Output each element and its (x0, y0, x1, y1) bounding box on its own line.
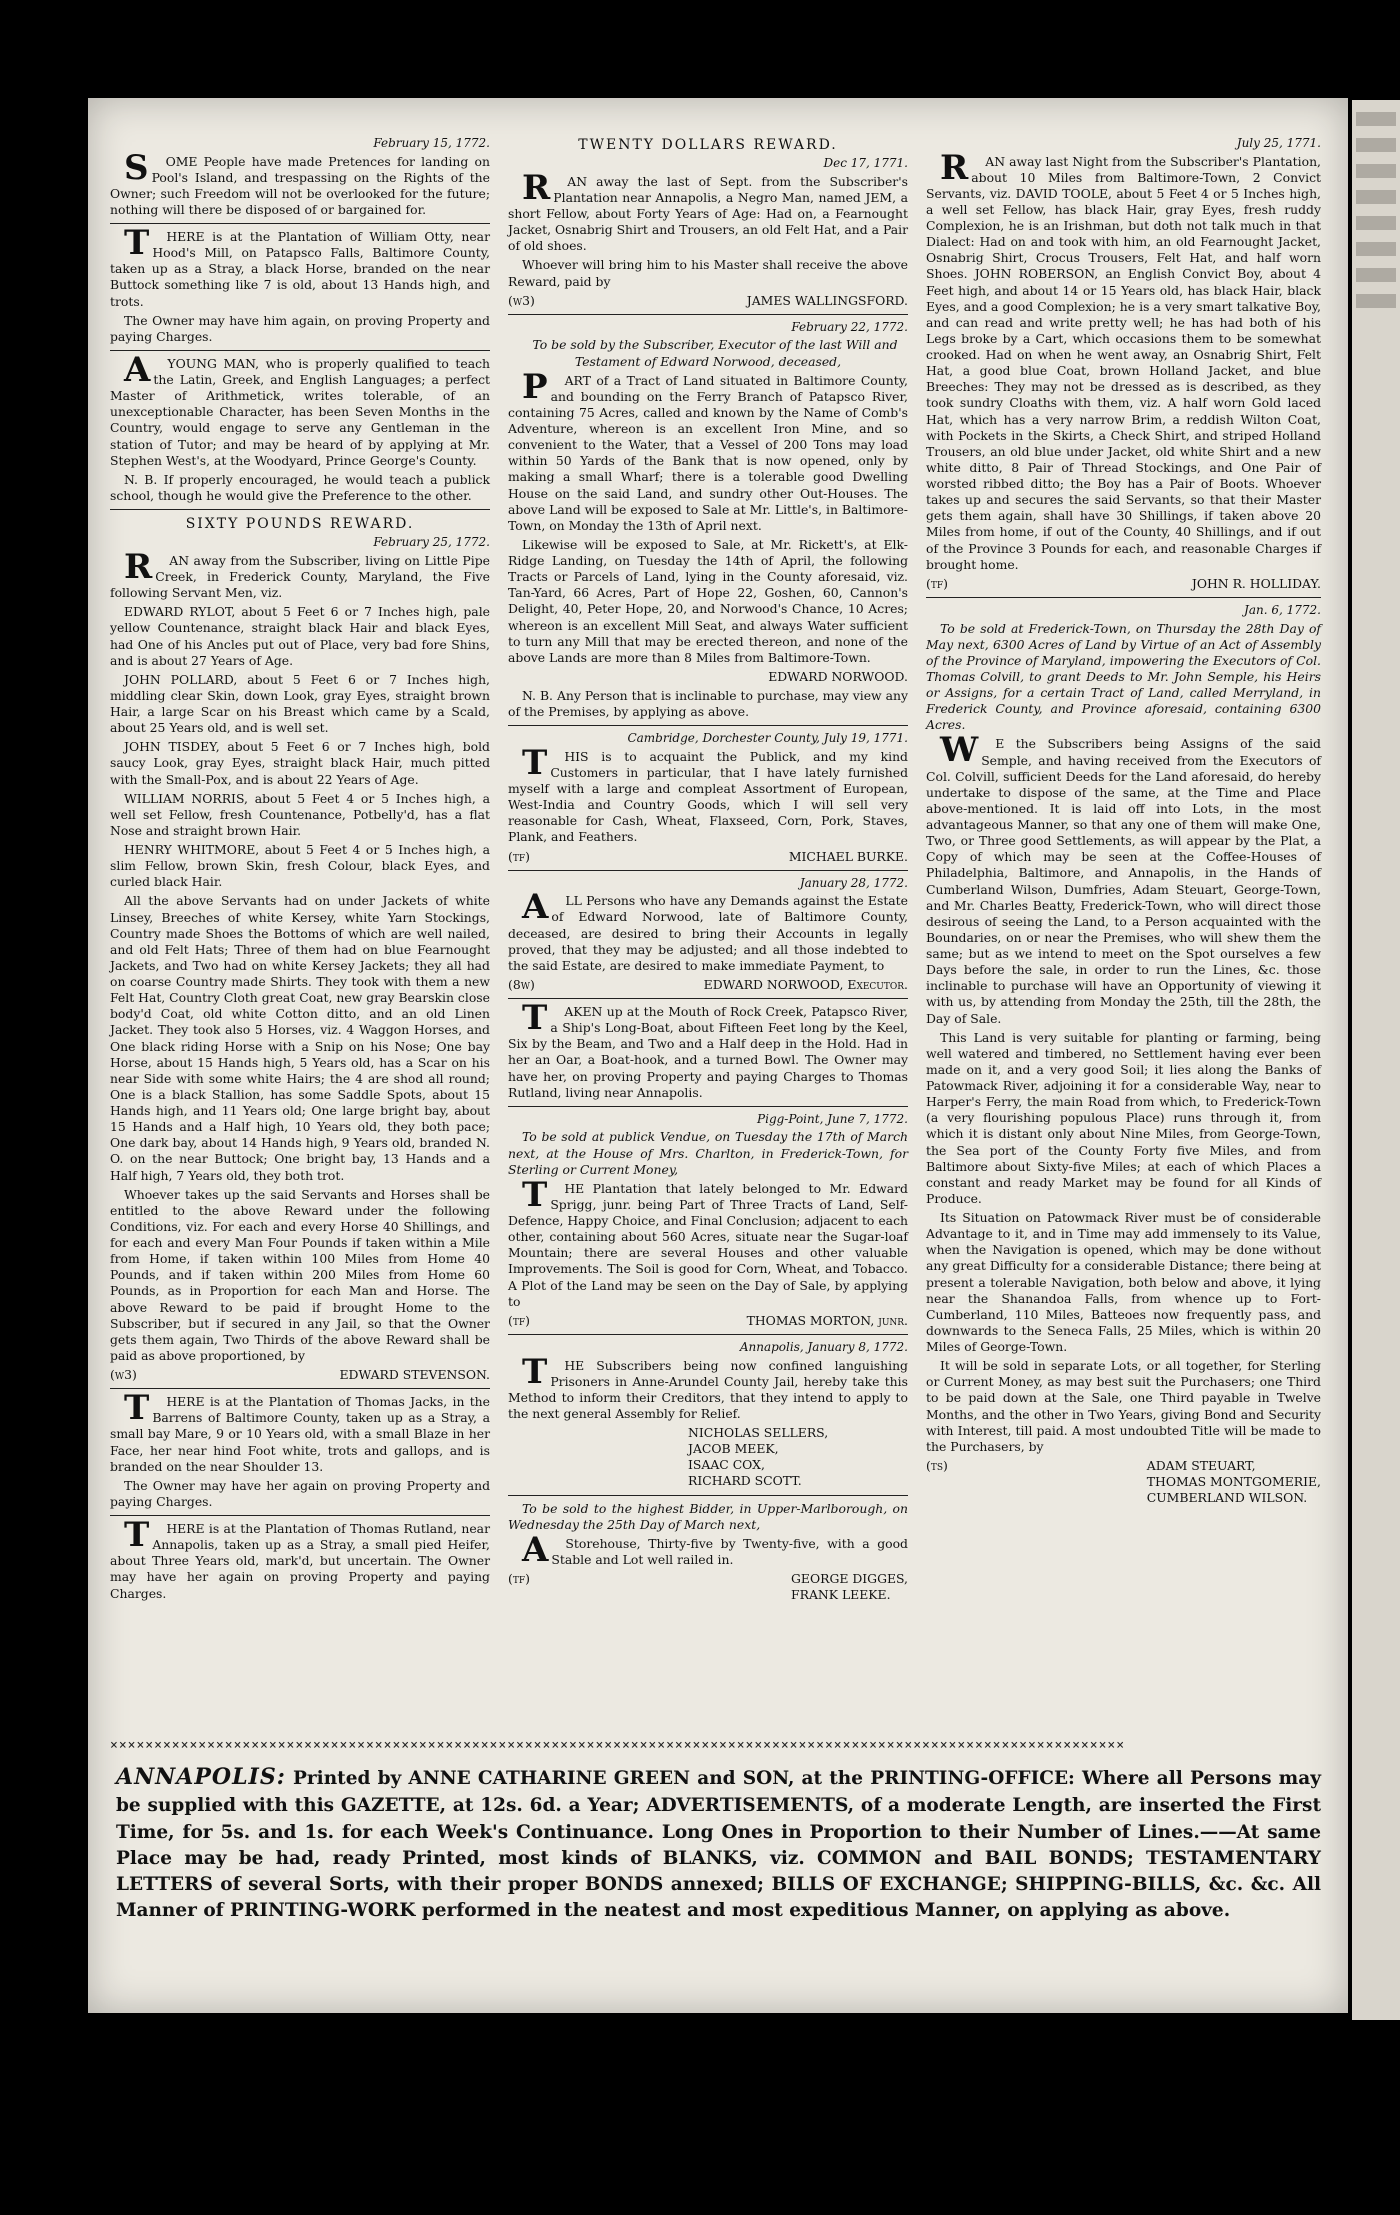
signer-list (791, 1571, 908, 1603)
dateline: Annapolis, January 8, 1772. (739, 1339, 908, 1354)
divider-rule (110, 223, 490, 224)
ad-note: N. B. If properly encouraged, he would teach a publick school, though he would give the Preference to the other. (110, 471, 490, 503)
column-middle (508, 136, 908, 1606)
ad-text: AYOUNG MAN, who is properly qualified to teach the Latin, Greek, and English Languages; a perfect Master of Arithmetick, writes tolerable, of an unexceptionable Character, has been Seven Months in the Country, would engage to serve any Gentleman in the station of Tutor; and may be heard of by applying at Mr. Stephen West's, at the Woodyard, Prince George's County. (110, 349, 490, 468)
dateline: Cambridge, Dorchester County, July 19, 1771. (627, 731, 908, 746)
column-left (110, 136, 490, 1605)
ad-text: It will be sold in separate Lots, or all together, for Sterling or Current Money, as may best suit the Purchasers; one Third to be paid down at the Sale, one Third payable in Twelve Months, and the other in Two Years, giving Bond and Security with Interest, till paid. A most undoubted Title will be made to the Purchasers, by (926, 1358, 1321, 1454)
ad-title: To be sold to the highest Bidder, in Upper-Marlborough, on Wednesday the 25th Day of March next, (508, 1500, 908, 1532)
dateline: February 22, 1772. (791, 319, 908, 334)
ad-text: This Land is very suitable for planting or farming, being well watered and timbered, no Settlement having ever been made on it, and a very good Soil; it lies along the Banks of Patowmack River, adjoining it for a considerable Way, near to Harper's Ferry, the main Road from which, to Frederick-Town (a very flourishing populous Place) runs through it, from which it is distant only about Nine Miles, from George-Town, the Sea port of the County Forty five Miles, and from Baltimore about Sixty-five Miles; at each of which Places a constant and ready Market may be found for all Kinds of Produce. (926, 1029, 1321, 1206)
ad-text: AStorehouse, Thirty-five by Twenty-five, with a good Stable and Lot well railed in. (522, 1529, 908, 1570)
signature-row (926, 576, 1321, 592)
signer-name: GEORGE DIGGES, (791, 1571, 908, 1586)
ad-text: THIS is to acquaint the Publick, and my kind Customers in particular, that I have lately furnished myself with a large and compleat Assortment of European, West-India and Country Goods, which I will sell very reasonable for Cash, Wheat, Flaxseed, Corn, Pork, Staves, Plank, and Feathers. (508, 742, 908, 845)
ad-tag: (tf) (508, 848, 530, 864)
ad-text: WILLIAM NORRIS, about 5 Feet 4 or 5 Inches high, a well set Fellow, fresh Countenance, Potbelly'd, has a flat Nose and straight brown Hair. (110, 790, 490, 838)
divider-rule (508, 998, 908, 999)
fragment-line (1356, 242, 1396, 256)
divider-rule (508, 1106, 908, 1107)
ad-text: TAKEN up at the Mouth of Rock Creek, Patapsco River, a Ship's Long-Boat, about Fifteen Feet long by the Keel, Six by the Beam, and Two and a Half deep in the Hold. Had in her an Oar, a Boat-hook, and a turned Bowl. The Owner may have her, on proving Property and paying Charges to Thomas Rutland, living near Annapolis. (508, 998, 908, 1100)
signer-list (1147, 1458, 1321, 1506)
ad-heading: TWENTY DOLLARS REWARD. (578, 137, 838, 153)
newspaper-page (88, 98, 1348, 2013)
ad-text: Likewise will be exposed to Sale, at Mr. Rickett's, at Elk-Ridge Landing, on Tuesday the 14th of April, the following Tracts or Parcels of Land, lying in the County aforesaid, viz. Tan-Yard, 66 Acres, Part of Hope 22, Goshen, 60, Cannon's Delight, 40, Peter Hope, 20, and Norwood's Chance, 10 Acres; whereon is an excellent Mill Seat, and always Water sufficient to turn any Mill that may be erected thereon, and none of the above Lands are more than 8 Miles from Baltimore-Town. (508, 536, 908, 665)
ad-tag: (tf) (508, 1312, 530, 1328)
ad-signer: EDWARD NORWOOD. (768, 668, 908, 684)
divider-rule (508, 870, 908, 871)
divider-rule (926, 597, 1321, 598)
dateline: February 15, 1772. (373, 136, 490, 150)
ad-note: N. B. Any Person that is inclinable to purchase, may view any of the Premises, by applying as above. (508, 688, 908, 720)
ad-title: To be sold by the Subscriber, Executor of the last Will and Testament of Edward Norwood, deceased, (532, 337, 898, 369)
ad-tag: (tf) (508, 1571, 530, 1586)
signature-row (508, 1571, 908, 1603)
ad-title: To be sold at Frederick-Town, on Thursday the 28th Day of May next, 6300 Acres of Land by Virtue of an Act of Assembly of the Province of Maryland, impowering the Executors of Col. Thomas Colvill, to grant Deeds to Mr. John Semple, his Heirs or Assigns, for a certain Tract of Land, called Merryland, in Frederick County, and Province aforesaid, containing 6300 Acres. (926, 620, 1321, 733)
ad-text: JOHN POLLARD, about 5 Feet 6 or 7 Inches high, middling clear Skin, down Look, gray Eyes, straight brown Hair, a large Scar on his Breast which came by a Scald, about 25 Years old, and is well set. (110, 671, 490, 736)
ad-tag: (ts) (926, 1457, 948, 1473)
signature-row (926, 1458, 1321, 1506)
printer-imprint (116, 1762, 1321, 1925)
ad-text: WE the Subscribers being Assigns of the said Semple, and having received from the Executors of Col. Colvill, sufficient Deeds for the Land aforesaid, do hereby undertake to dispose of the same, at the Time and Place above-mentioned. It is laid off into Lots, in the most advantageous Manner, so that any one of them will make One, Two, or Three good Settlements, as will appear by the Plat, a Copy of which may be seen at the Coffee-Houses of Philadelphia, Baltimore, and Annapolis, in the Hands of Cumberland Wilson, Dumfries, Adam Steuart, George-Town, and Mr. Charles Beatty, Frederick-Town, who will direct those desirous of seeing the Land, to a Person acquainted with the Boundaries, on or near the Premises, who will shew them the same; but as we intend to meet on the Spot ourselves a few Days before the sale, in order to run the Lines, &c. those inclinable to purchase will have an Opportunity of viewing it with us, by attending from Monday the 25th, till the 28th, the Day of Sale. (926, 730, 1321, 1026)
signature-row (508, 977, 908, 993)
signer-name: ADAM STEUART, (1146, 1457, 1256, 1473)
ad-signer: EDWARD NORWOOD, Executor. (703, 976, 908, 992)
dateline: Jan. 6, 1772. (1244, 602, 1321, 617)
ad-tag: (8w) (508, 976, 535, 992)
signer-list (508, 1425, 908, 1490)
ornamental-divider: ××××××××××××××××××××××××××××××××××××××××××××××××××××××××××××××××××××××××××××××××××××××××××××××××××××××××××××××××××× (110, 1738, 1126, 1753)
ad-tag: (w3) (110, 1367, 137, 1382)
ad-signer: JAMES WALLINGSFORD. (746, 292, 908, 308)
ad-text: All the above Servants had on under Jackets of white Linsey, Breeches of white Kersey, white Yarn Stockings, Country made Shoes the Bottoms of which are well nailed, and old Felt Hats; Three of them had on blue Fearnought Jackets, and Two had on white Kersey Jackets; they all had on coarse Country made Shirts. They took with them a new Felt Hat, Country Cloth great Coat, new gray Bearskin close body'd Coat, old white Cotton ditto, and an old Linen Jacket. They took also 5 Horses, viz. 4 Waggon Horses, and One black riding Horse with a Snip on his Nose; One bay Horse, about 15 Hands high, 5 Years old, has a Scar on his near Side with some white Hairs; the 4 are shod all round; One is a black Stallion, has some Saddle Spots, about 15 Hands high, and 11 Years old; One large bright bay, about 15 Hands and a Half high, 10 Years old, they both pace; One dark bay, about 14 Hands high, 9 Years old, branded N. O. on the near Buttock; One bright bay, 13 Hands and a Half high, 7 Years old, they both trot. (110, 893, 490, 1183)
fragment-line (1356, 138, 1396, 152)
ad-text: HENRY WHITMORE, about 5 Feet 4 or 5 Inches high, a slim Fellow, brown Skin, fresh Colour, black Eyes, and curled black Hair. (110, 842, 490, 890)
ad-text: EDWARD RYLOT, about 5 Feet 6 or 7 Inches high, pale yellow Countenance, straight black Hair and black Eyes, had One of his Ancles put out of Place, very bad fore Shins, and is about 27 Years of Age. (110, 604, 490, 668)
column-right (926, 136, 1321, 1509)
ad-text: ALL Persons who have any Demands against the Estate of Edward Norwood, late of Baltimore County, deceased, are desired to bring their Accounts in legally proved, that they may be adjusted; and all those indebted to the said Estate, are desired to make immediate Payment, to (508, 887, 908, 973)
signer-name: NICHOLAS SELLERS, (688, 1425, 829, 1440)
signature-row (508, 849, 908, 865)
ad-heading: SIXTY POUNDS REWARD. (185, 516, 415, 533)
ad-tag: (tf) (926, 575, 948, 591)
signature-row (508, 293, 908, 309)
divider-rule (110, 509, 490, 510)
ad-text: SOME People have made Pretences for landing on Pool's Island, and trespassing on the Rights of the Owner; such Freedom will not be overlooked for the future; nothing will there be disposed of or bargained for. (110, 147, 490, 217)
ad-text: JOHN TISDEY, about 5 Feet 6 or 7 Inches high, bold saucy Look, gray Eyes, straight black Hair, much pitted with the Small-Pox, and is about 22 Years of Age. (110, 739, 490, 787)
divider-rule (508, 725, 908, 726)
signer-name: RICHARD SCOTT. (688, 1473, 802, 1489)
ad-text: RAN away the last of Sept. from the Subscriber's Plantation near Annapolis, a Negro Man, named JEM, a short Fellow, about Forty Years of Age: Had on, a Fearnought Jacket, Osnabrig Shirt and Trousers, an old Felt Hat, and a Pair of old shoes. (508, 167, 908, 254)
ad-signer: THOMAS MORTON, junr. (746, 1312, 908, 1328)
fragment-line (1356, 190, 1396, 204)
ad-signer: MICHAEL BURKE. (788, 848, 908, 864)
divider-rule (508, 1495, 908, 1496)
fragment-line (1356, 268, 1396, 282)
signer-name: THOMAS MONTGOMERIE, (1146, 1474, 1321, 1490)
ad-title: To be sold at publick Vendue, on Tuesday the 17th of March next, at the House of Mrs. Charlton, in Frederick-Town, for Sterling or Current Money, (508, 1129, 908, 1177)
ad-signer: EDWARD STEVENSON. (339, 1367, 490, 1382)
imprint-lead: ANNAPOLIS: (116, 1764, 286, 1790)
divider-rule (508, 314, 908, 315)
fragment-line (1356, 294, 1396, 308)
divider-rule (110, 1388, 490, 1389)
ad-text: THERE is at the Plantation of William Otty, near Hood's Mill, on Patapsco Falls, Baltimore County, taken up as a Stray, a black Horse, branded on the near Buttock something like 7 is old, about 13 Hands high, and trots. (110, 223, 490, 309)
ad-text: THE Subscribers being now confined languishing Prisoners in Anne-Arundel County Jail, hereby take this Method to inform their Creditors, that they intend to apply to the next general Assembly for Relief. (508, 1351, 908, 1421)
ad-text: PART of a Tract of Land situated in Baltimore County, and bounding on the Ferry Branch of Patapsco River, containing 75 Acres, called and known by the Name of Comb's Adventure, whereon is an excellent Iron Mine, and so convenient to the Water, that a Vessel of 200 Tons may load within 50 Yards of the Bank that is now opened, only by making a small Wharf; there is a tolerable good Dwelling House on the said Land, and sundry other Out-Houses. The above Land will be exposed to Sale at Mr. Little's, in Baltimore-Town, on Monday the 13th of April next. (508, 366, 908, 533)
ad-text: RAN away last Night from the Subscriber's Plantation, about 10 Miles from Baltimore-Town, 2 Convict Servants, viz. DAVID TOOLE, about 5 Feet 4 or 5 Inches high, a well set Fellow, has black Hair, gray Eyes, fresh ruddy Complexion, he is an Irishman, but doth not talk much in that Dialect: Had on and took with him, an old Fearnought Jacket, Osnabrig Shirt, Crocus Trousers, Felt Hat, and half worn Shoes. JOHN ROBERSON, an English Convict Boy, about 4 Feet high, and about 14 or 15 Years old, has black Hair, black Eyes, and a good Complexion; he is a very smart talkative Boy, and can read and write pretty well; he has had both of his Legs broke by a Cart, which occasions them to be somewhat crooked. Had on when he went away, an Osnabrig Shirt, Felt Hat, a good blue Coat, brown Holland Jacket, and blue Breeches: They may not be dressed as is described, as they took sundry Cloaths with them, viz. A half worn Gold laced Hat, which has a very narrow Brim, a reddish Wilton Coat, with Pockets in the Skirts, a Check Shirt, and striped Holland Trousers, an old blue under Jacket, old white Shirt and a new white ditto, 8 Pair of Thread Stockings, and One Pair of worsted ribbed ditto; the Boy has a Pair of Boots. Whoever takes up and secures the said Servants, so that their Master gets them again, shall have 30 Shillings, if taken above 20 Miles from home, if out of the County, 40 Shillings, and if out of the Province 3 Pounds for each, and reasonable Charges if brought home. (926, 147, 1321, 572)
adjacent-page-edge (1352, 100, 1400, 2020)
fragment-line (1356, 216, 1396, 230)
dateline: February 25, 1772. (373, 535, 490, 550)
dateline: July 25, 1771. (1236, 136, 1321, 150)
divider-rule (508, 1334, 908, 1335)
divider-rule (110, 350, 490, 351)
ad-signer: JOHN R. HOLLIDAY. (1191, 575, 1321, 591)
dateline: Pigg-Point, June 7, 1772. (757, 1111, 908, 1126)
ad-text: The Owner may have her again on proving Property and paying Charges. (110, 1477, 490, 1509)
imprint-text: Printed by ANNE CATHARINE GREEN and SON, at the PRINTING-OFFICE: Where all Persons may be supplied with this GAZETTE, at 12s. 6d. a Year; ADVERTISEMENTS, of a moderate Length, are inserted the First Time, for 5s. and 1s. for each Week's Continuance. Long Ones in Proportion to their Number of Lines.——At same Place may be had, ready Printed, most kinds of BLANKS, viz. COMMON and BAIL BONDS; TESTAMENTARY LETTERS of several Sorts, with their proper BONDS annexed; BILLS OF EXCHANGE; SHIPPING-BILLS, &c. &c. All Manner of PRINTING-WORK performed in the neatest and most expeditious Manner, on applying as above. (116, 1768, 1321, 1922)
ad-text: The Owner may have him again, on proving Property and paying Charges. (110, 312, 490, 344)
ad-text: RAN away from the Subscriber, living on Little Pipe Creek, in Frederick County, Maryland, the Five following Servant Men, viz. (110, 546, 490, 601)
dateline: Dec 17, 1771. (823, 156, 908, 171)
signer-name: ISAAC COX, (688, 1457, 765, 1473)
fragment-line (1356, 164, 1396, 178)
signer-name: CUMBERLAND WILSON. (1146, 1490, 1308, 1506)
ad-text: Whoever takes up the said Servants and Horses shall be entitled to the above Reward under the following Conditions, viz. For each and every Horse 40 Shillings, and for each and every Man Four Pounds if taken within a Mile from Home, if taken within 100 Miles from Home 40 Pounds, and if taken within 200 Miles from Home 60 Pounds, as in Proportion for each Man and Horse. The above Reward to be paid if brought Home to the Subscriber, but if secured in any Jail, so that the Owner gets them again, Two Thirds of the above Reward shall be paid as above proportioned, by (110, 1186, 490, 1363)
divider-rule (110, 1515, 490, 1516)
ad-text: THERE is at the Plantation of Thomas Rutland, near Annapolis, taken up as a Stray, a small pied Heifer, about Three Years old, mark'd, but uncertain. The Owner may have her again on proving Property and paying Charges. (110, 1515, 490, 1601)
ad-text: THERE is at the Plantation of Thomas Jacks, in the Barrens of Baltimore County, taken up as a Stray, a small bay Mare, 9 or 10 Years old, with a small Blaze in her Face, her near hind Foot white, trots and gallops, and is branded on the near Shoulder 13. (110, 1388, 490, 1474)
dateline: January 28, 1772. (799, 875, 908, 890)
signature-row (110, 1367, 490, 1383)
ad-tag: (w3) (508, 292, 535, 308)
signer-name: FRANK LEEKE. (791, 1587, 891, 1603)
fragment-line (1356, 112, 1396, 126)
ad-text: Whoever will bring him to his Master shall receive the above Reward, paid by (508, 257, 908, 289)
signer-name: JACOB MEEK, (688, 1441, 779, 1457)
signature-row (508, 1313, 908, 1329)
ad-text: THE Plantation that lately belonged to Mr. Edward Sprigg, junr. being Part of Three Tracts of Land, Self-Defence, Happy Choice, and Final Conclusion; adjacent to each other, containing about 560 Acres, situate near the Sugar-loaf Mountain; there are several Houses and other valuable Improvements. The Soil is good for Corn, Wheat, and Tobacco. A Plot of the Land may be seen on the Day of Sale, by applying to (508, 1174, 908, 1309)
ad-text: Its Situation on Patowmack River must be of considerable Advantage to it, and in Time may add immensely to its Value, when the Navigation is opened, which may be done without any great Difficulty for a considerable Distance; there being at present a tolerable Navigation, both below and above, it lying near the Shanandoa Falls, from whence up to Fort-Cumberland, 110 Miles, Batteoes now frequently pass, and downwards to the Seneca Falls, 25 Miles, which is within 20 Miles of George-Town. (926, 1210, 1321, 1355)
